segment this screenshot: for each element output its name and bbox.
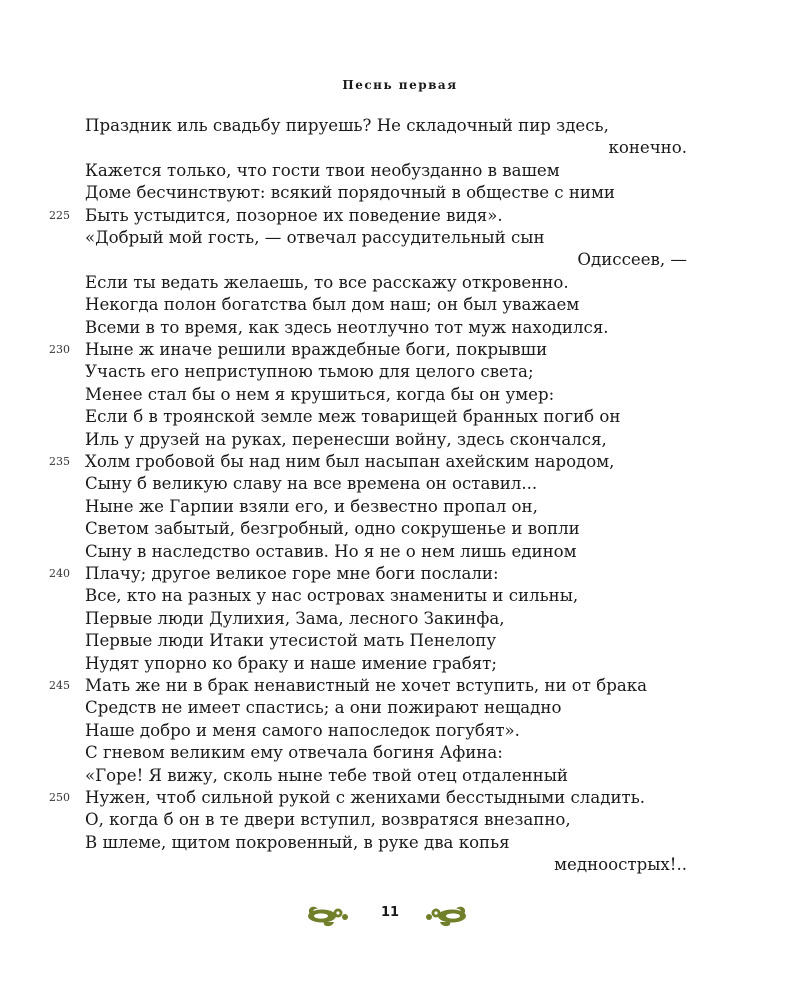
line-number: 240 bbox=[49, 567, 70, 580]
verse-line-continuation: конечно. bbox=[608, 138, 687, 158]
verse-line: Сыну б великую славу на все времена он оставил... bbox=[85, 474, 538, 494]
line-number: 230 bbox=[49, 343, 70, 356]
verse-line: Первые люди Итаки утесистой мать Пенелопу bbox=[85, 631, 497, 651]
verse-line: Ныне же Гарпии взяли его, и безвестно пропал он, bbox=[85, 496, 538, 516]
verse-line: Всеми в то время, как здесь неотлучно тот муж находился. bbox=[85, 317, 609, 337]
verse-line: Если б в троянской земле меж товарищей бранных погиб он bbox=[85, 407, 621, 427]
verse-line: Праздник иль свадьбу пируешь? Не складочный пир здесь, bbox=[85, 116, 609, 135]
running-head: Песнь первая bbox=[342, 78, 458, 92]
verse-line: «Добрый мой гость, — отвечал рассудительный сын bbox=[85, 228, 545, 247]
verse-line: О, когда б он в те двери вступил, возвратяся внезапно, bbox=[85, 810, 571, 830]
verse-line: Доме бесчинствуют: всякий порядочный в обществе с ними bbox=[85, 183, 615, 203]
verse-line: Кажется только, что гости твои необузданно в вашем bbox=[85, 160, 560, 180]
verse-line: С гневом великим ему отвечала богиня Афина: bbox=[85, 743, 503, 763]
fleuron-icon bbox=[422, 902, 470, 928]
line-number: 235 bbox=[49, 455, 70, 468]
verse-line: Иль у друзей на руках, перенесши войну, здесь скончался, bbox=[85, 429, 607, 449]
verse-line: Сыну в наследство оставив. Но я не о нем лишь едином bbox=[85, 541, 577, 561]
verse-line: Плачу; другое великое горе мне боги послали: bbox=[85, 564, 499, 583]
verse-line: Светом забытый, безгробный, одно сокрушенье и вопли bbox=[85, 519, 580, 539]
line-number: 250 bbox=[49, 791, 70, 804]
verse-line: Все, кто на разных у нас островах знамениты и сильны, bbox=[85, 586, 579, 606]
verse-line: В шлеме, щитом покровенный, в руке два копья bbox=[85, 832, 510, 852]
verse-line: Холм гробовой бы над ним был насыпан ахейским народом, bbox=[85, 452, 615, 471]
verse-line: Нужен, чтоб сильной рукой с женихами бесстыдными сладить. bbox=[85, 788, 645, 807]
verse-line: Наше добро и меня самого напоследок погубят». bbox=[85, 720, 520, 740]
verse-line: Первые люди Дулихия, Зама, лесного Закинфа, bbox=[85, 608, 505, 628]
line-number: 245 bbox=[49, 679, 70, 692]
verse-line-continuation: медноострых!.. bbox=[554, 855, 687, 875]
verse-line: Средств не имеет спастись; а они пожирают нещадно bbox=[85, 698, 562, 718]
verse-line: Некогда полон богатства был дом наш; он был уважаем bbox=[85, 295, 580, 315]
verse-line: Менее стал бы о нем я крушиться, когда бы он умер: bbox=[85, 384, 555, 404]
verse-line: Нудят упорно ко браку и наше имение грабят; bbox=[85, 653, 497, 673]
line-number: 225 bbox=[49, 208, 70, 222]
verse-line: Быть устыдится, позорное их поведение видя». bbox=[85, 205, 503, 225]
fleuron-icon bbox=[304, 902, 352, 928]
verse-line: «Горе! Я вижу, сколь ныне тебе твой отец отдаленный bbox=[85, 765, 568, 785]
page-number: 11 bbox=[380, 905, 400, 920]
verse-line-continuation: Одиссеев, — bbox=[577, 250, 687, 270]
verse-line: Ныне ж иначе решили враждебные боги, покрывши bbox=[85, 340, 548, 359]
verse-line: Участь его неприступною тьмою для целого света; bbox=[85, 362, 534, 382]
page-footer bbox=[0, 902, 800, 932]
verse-line: Если ты ведать желаешь, то все расскажу откровенно. bbox=[85, 272, 569, 292]
verse-line: Мать же ни в брак ненавистный не хочет вступить, ни от брака bbox=[85, 676, 648, 695]
